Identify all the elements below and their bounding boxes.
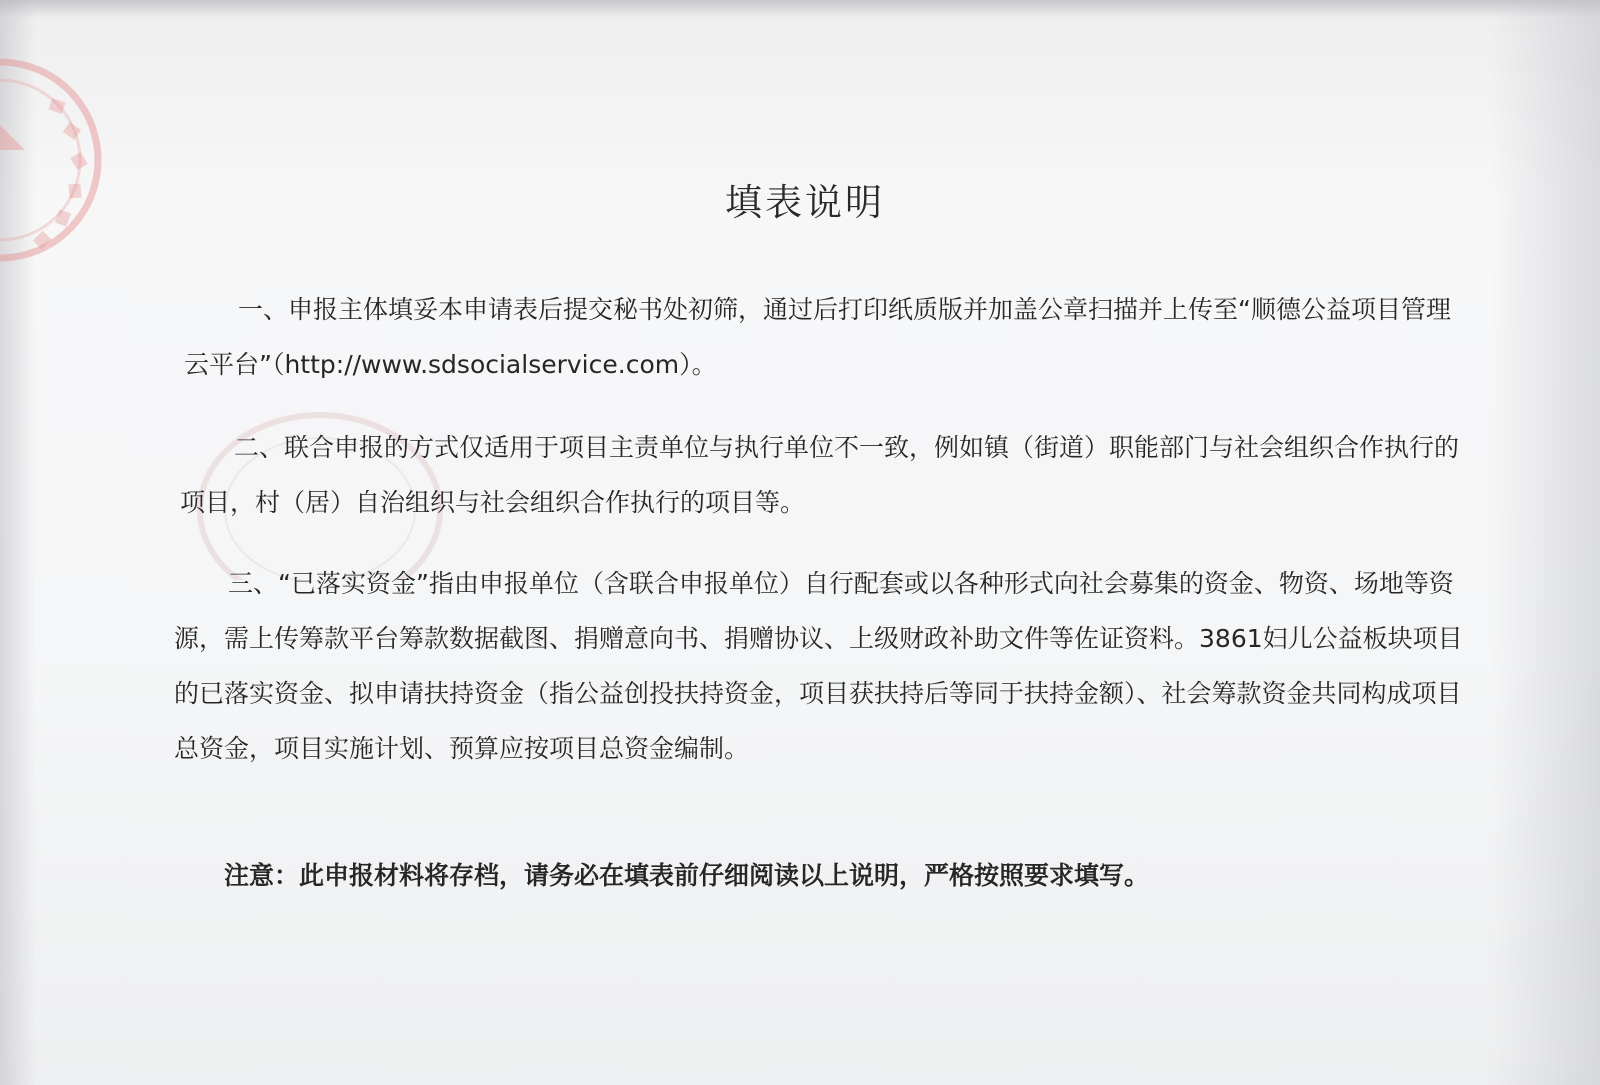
page-title: 填表说明 [725, 181, 885, 224]
instruction-paragraph-2 [180, 420, 1460, 530]
instruction-text-1: 一、申报主体填妥本申请表后提交秘书处初筛，通过后打印纸质版并加盖公章扫描并上传至“顺德公益项目管理云平台”（http://www.sdsocialservice.com）。 [184, 295, 1451, 379]
instruction-text-3: 三、“已落实资金”指由申报单位（含联合申报单位）自行配套或以各种形式向社会募集的资金、物资、场地等资源，需上传筹款平台筹款数据截图、捐赠意向书、捐赠协议、上级财政补助文件等佐证资料。3861妇儿公益板块项目的已落实资金、拟申请扶持资金（指公益创投扶持资金，项目获扶持后等同于扶持金额）、社会筹款资金共同构成项目总资金，项目实施计划、预算应按项目总资金编制。 [174, 569, 1463, 763]
faded-red-seal-icon [0, 30, 120, 280]
instruction-text-2: 二、联合申报的方式仅适用于项目主责单位与执行单位不一致，例如镇（街道）职能部门与社会组织合作执行的项目，村（居）自治组织与社会组织合作执行的项目等。 [180, 433, 1460, 517]
scan-top-shadow [0, 0, 1600, 18]
instruction-paragraph-1 [184, 282, 1456, 392]
instruction-paragraph-3 [174, 556, 1464, 776]
scan-right-shadow [1490, 0, 1600, 1085]
notice-text: 注意：此申报材料将存档，请务必在填表前仔细阅读以上说明，严格按照要求填写。 [224, 861, 1150, 890]
